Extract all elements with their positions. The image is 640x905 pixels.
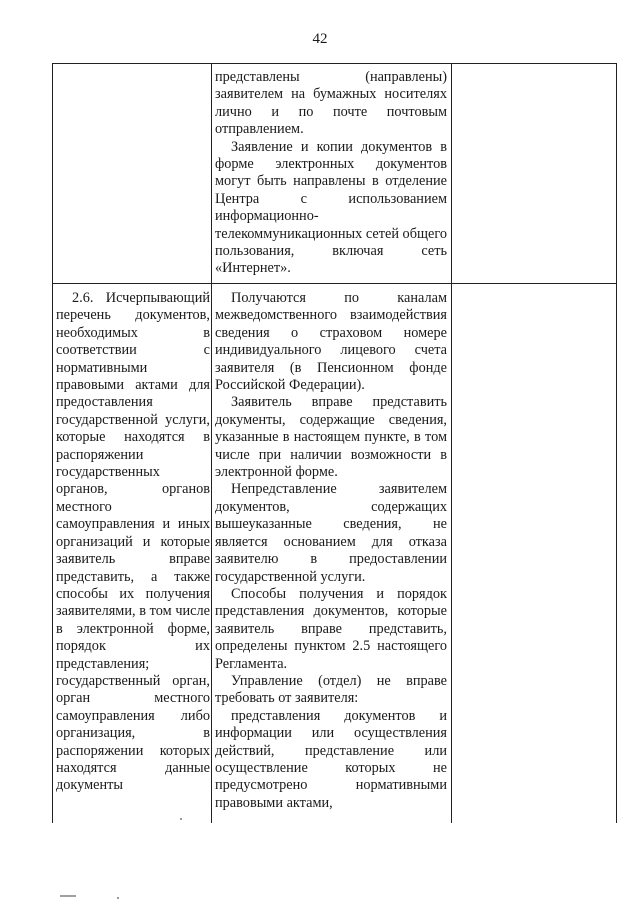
scan-speck (117, 897, 119, 899)
row2-paragraph-4: Способы получения и порядок представления документов, которые заявитель вправе представить, определены пунктом 2.5 настоящего Регламента. (215, 585, 447, 672)
col-line-2 (451, 63, 452, 823)
row-divider (52, 283, 617, 284)
row2-paragraph-1: Получаются по каналам межведомственного взаимодействия сведения о страховом номере индивидуального лицевого счета заявителя (в Пенсионном фонде Российской Федерации). (215, 290, 447, 394)
scan-speck (180, 818, 182, 820)
col-line-1 (211, 63, 212, 823)
row2-paragraph-2: Заявитель вправе представить документы, содержащие сведения, указанные в настоящем пункте, в том числе при наличии возможности в электронной форме. (215, 394, 447, 481)
row1-col2-text (215, 69, 447, 278)
row2-paragraph-3: Непредставление заявителем документов, содержащих вышеуказанные сведения, не является основанием для отказа заявителю в предоставлении государственной услуги. (215, 481, 447, 585)
row2-col2-text (215, 290, 447, 812)
page-number: 42 (312, 31, 328, 47)
row2-paragraph-5: Управление (отдел) не вправе требовать от заявителя: (215, 672, 447, 707)
section-2-6-heading: 2.6. Исчерпывающий перечень документов, необходимых в соответствии с нормативными правовыми актами для предоставления государственной услуги, которые находятся в распоряжении государственных органов, органов местного самоуправления и иных организаций и которые заявитель вправе представить, а также способы их получения заявителями, в том числе в электронной форме, порядок их представления; государственный орган, орган местного самоуправления либо организация, в распоряжении которых находятся данные документы (56, 290, 210, 794)
scan-artifact (60, 895, 76, 897)
col-line-left (52, 63, 53, 823)
row2-col1-text (56, 290, 210, 795)
row1-paragraph-1: представлены (направлены) заявителем на бумажных носителях лично и по почте почтовым отправлением. (215, 69, 447, 138)
table-top-border (52, 63, 617, 64)
row2-paragraph-6: представления документов и информации или осуществления действий, представление или осуществление которых не предусмотрено нормативными правовыми актами, (215, 707, 447, 811)
row1-paragraph-2: Заявление и копии документов в форме электронных документов могут быть направлены в отделение Центра с использованием информационно-телекоммуникационных сетей общего пользования, включая сеть «Интернет». (215, 138, 447, 277)
col-line-right (616, 63, 617, 823)
